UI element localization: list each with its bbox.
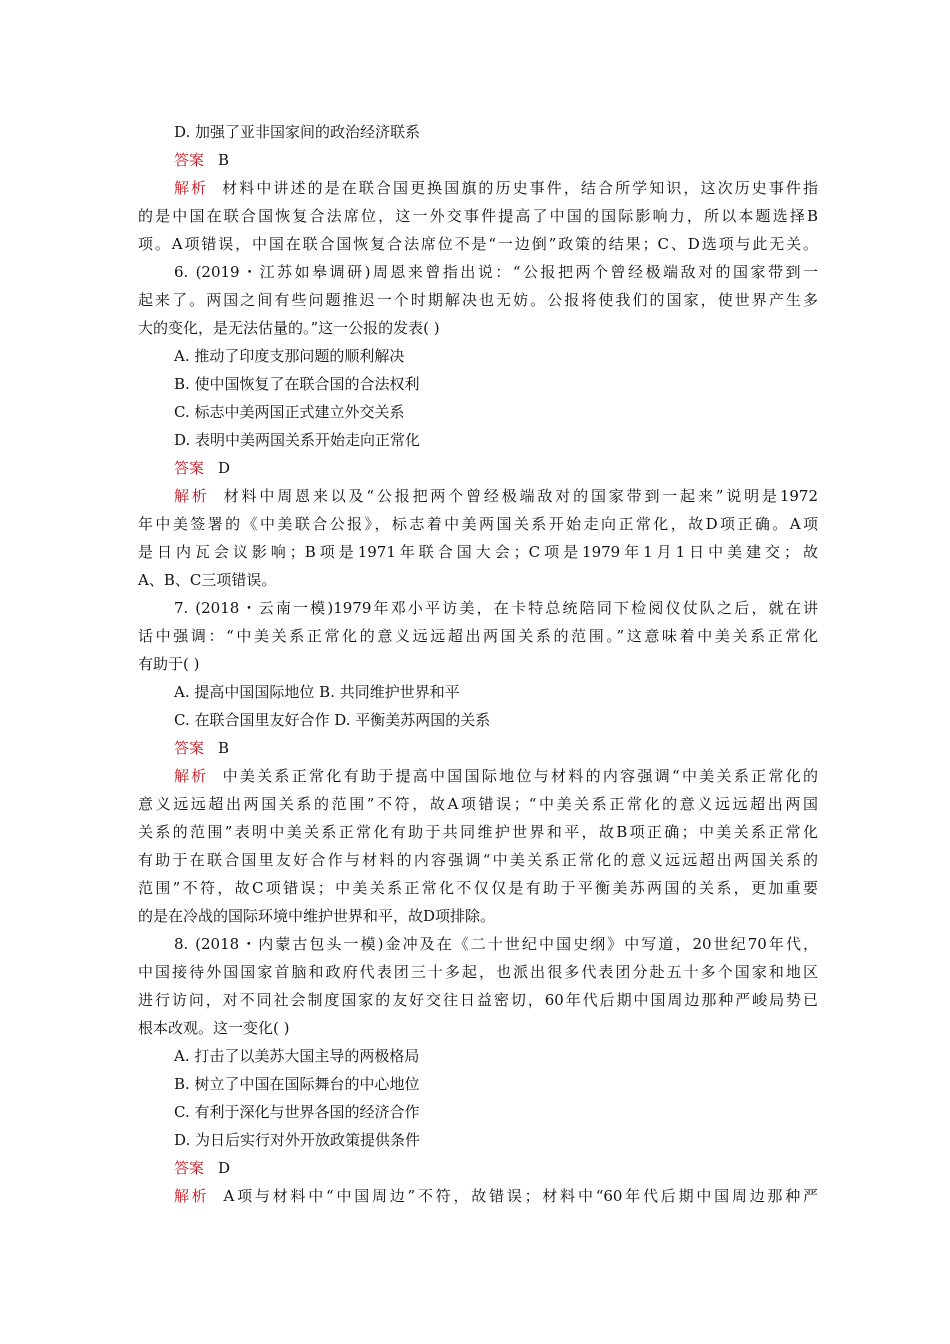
option-b-q6: B. 使中国恢复了在联合国的合法权利 xyxy=(174,375,420,393)
answer-label: 答案 xyxy=(174,739,205,757)
analysis-q5 xyxy=(174,176,818,200)
question-line: 根本改观。这一变化( ) xyxy=(138,1019,290,1037)
question-line: 话中强调：“中美关系正常化的意义远远超出两国关系的范围。”这意味着中美关系正常化 xyxy=(138,627,818,645)
analysis-text: A项与材料中“中国周边”不符，故错误；材料中“60年代后期中国周边那种严 xyxy=(223,1187,818,1205)
question-line: 中国接待外国国家首脑和政府代表团三十多起，也派出很多代表团分赴五十多个国家和地区 xyxy=(138,963,818,981)
option-d-q5: D. 加强了亚非国家间的政治经济联系 xyxy=(174,123,421,141)
analysis-label: 解析 xyxy=(174,1187,210,1205)
answer-value: B xyxy=(218,739,230,757)
answer-q6 xyxy=(174,456,818,480)
analysis-text: 材料中讲述的是在联合国更换国旗的历史事件，结合所学知识，这次历史事件指 xyxy=(222,179,818,197)
question-8-stem: 8. (2018・内蒙古包头一模)金冲及在《二十世纪中国史纲》中写道，20世纪70年代， xyxy=(174,935,818,953)
answer-value: D xyxy=(218,1159,231,1177)
analysis-label: 解析 xyxy=(174,487,210,505)
option-a-q8: A. 打击了以美苏大国主导的两极格局 xyxy=(174,1047,420,1065)
options-ab-q7: A. 提高中国国际地位 B. 共同维护世界和平 xyxy=(174,683,460,701)
answer-q7 xyxy=(174,736,818,760)
option-d-q6: D. 表明中美两国关系开始走向正常化 xyxy=(174,431,421,449)
analysis-line: 是日内瓦会议影响；B项是1971年联合国大会；C项是1979年1月1日中美建交；故 xyxy=(138,543,818,561)
answer-label: 答案 xyxy=(174,151,205,169)
analysis-line: 意义远远超出两国关系的范围”不符，故A项错误；“中美关系正常化的意义远远超出两国 xyxy=(138,795,818,813)
option-c-q8: C. 有利于深化与世界各国的经济合作 xyxy=(174,1103,420,1121)
option-a-q6: A. 推动了印度支那问题的顺利解决 xyxy=(174,347,405,365)
analysis-text: 材料中周恩来以及“公报把两个曾经极端敌对的国家带到一起来”说明是1972 xyxy=(223,487,818,505)
analysis-q8 xyxy=(174,1184,818,1208)
analysis-line: 关系的范围”表明中美关系正常化有助于共同维护世界和平，故B项正确；中美关系正常化 xyxy=(138,823,818,841)
analysis-label: 解析 xyxy=(174,767,209,785)
analysis-q6 xyxy=(174,484,818,508)
analysis-text: 中美关系正常化有助于提高中国国际地位与材料的内容强调“中美关系正常化的 xyxy=(222,767,818,785)
question-line: 起来了。两国之间有些问题推迟一个时期解决也无妨。公报将使我们的国家，使世界产生多 xyxy=(138,291,818,309)
answer-label: 答案 xyxy=(174,459,205,477)
question-line: 大的变化，是无法估量的。”这一公报的发表( ) xyxy=(138,319,440,337)
analysis-line: 项。A项错误，中国在联合国恢复合法席位不是“一边倒”政策的结果；C、D选项与此无关。 xyxy=(138,235,818,253)
analysis-q7 xyxy=(174,764,818,788)
analysis-label: 解析 xyxy=(174,179,209,197)
answer-value: B xyxy=(218,151,230,169)
question-7-stem: 7. (2018・云南一模)1979年邓小平访美，在卡特总统陪同下检阅仪仗队之后，就在讲 xyxy=(174,599,818,617)
answer-value: D xyxy=(218,459,231,477)
analysis-line: 范围”不符，故C项错误；中美关系正常化不仅仅是有助于平衡美苏两国的关系，更加重要 xyxy=(138,879,818,897)
question-line: 有助于( ) xyxy=(138,655,200,673)
option-c-q6: C. 标志中美两国正式建立外交关系 xyxy=(174,403,405,421)
analysis-line: A、B、C三项错误。 xyxy=(138,571,277,589)
analysis-line: 年中美签署的《中美联合公报》，标志着中美两国关系开始走向正常化，故D项正确。A项 xyxy=(138,515,818,533)
answer-q5 xyxy=(174,148,818,172)
answer-q8 xyxy=(174,1156,818,1180)
option-d-q8: D. 为日后实行对外开放政策提供条件 xyxy=(174,1131,421,1149)
answer-label: 答案 xyxy=(174,1159,205,1177)
analysis-line: 的是在冷战的国际环境中维护世界和平，故D项排除。 xyxy=(138,907,496,925)
option-b-q8: B. 树立了中国在国际舞台的中心地位 xyxy=(174,1075,420,1093)
question-6-stem: 6. (2019・江苏如皋调研)周恩来曾指出说：“公报把两个曾经极端敌对的国家带到一 xyxy=(174,263,818,281)
question-line: 进行访问，对不同社会制度国家的友好交往日益密切，60年代后期中国周边那种严峻局势已 xyxy=(138,991,818,1009)
analysis-line: 的是中国在联合国恢复合法席位，这一外交事件提高了中国的国际影响力，所以本题选择B xyxy=(138,207,818,225)
options-cd-q7: C. 在联合国里友好合作 D. 平衡美苏两国的关系 xyxy=(174,711,491,729)
analysis-line: 有助于在联合国里友好合作与材料的内容强调“中美关系正常化的意义远远超出两国关系的 xyxy=(138,851,818,869)
